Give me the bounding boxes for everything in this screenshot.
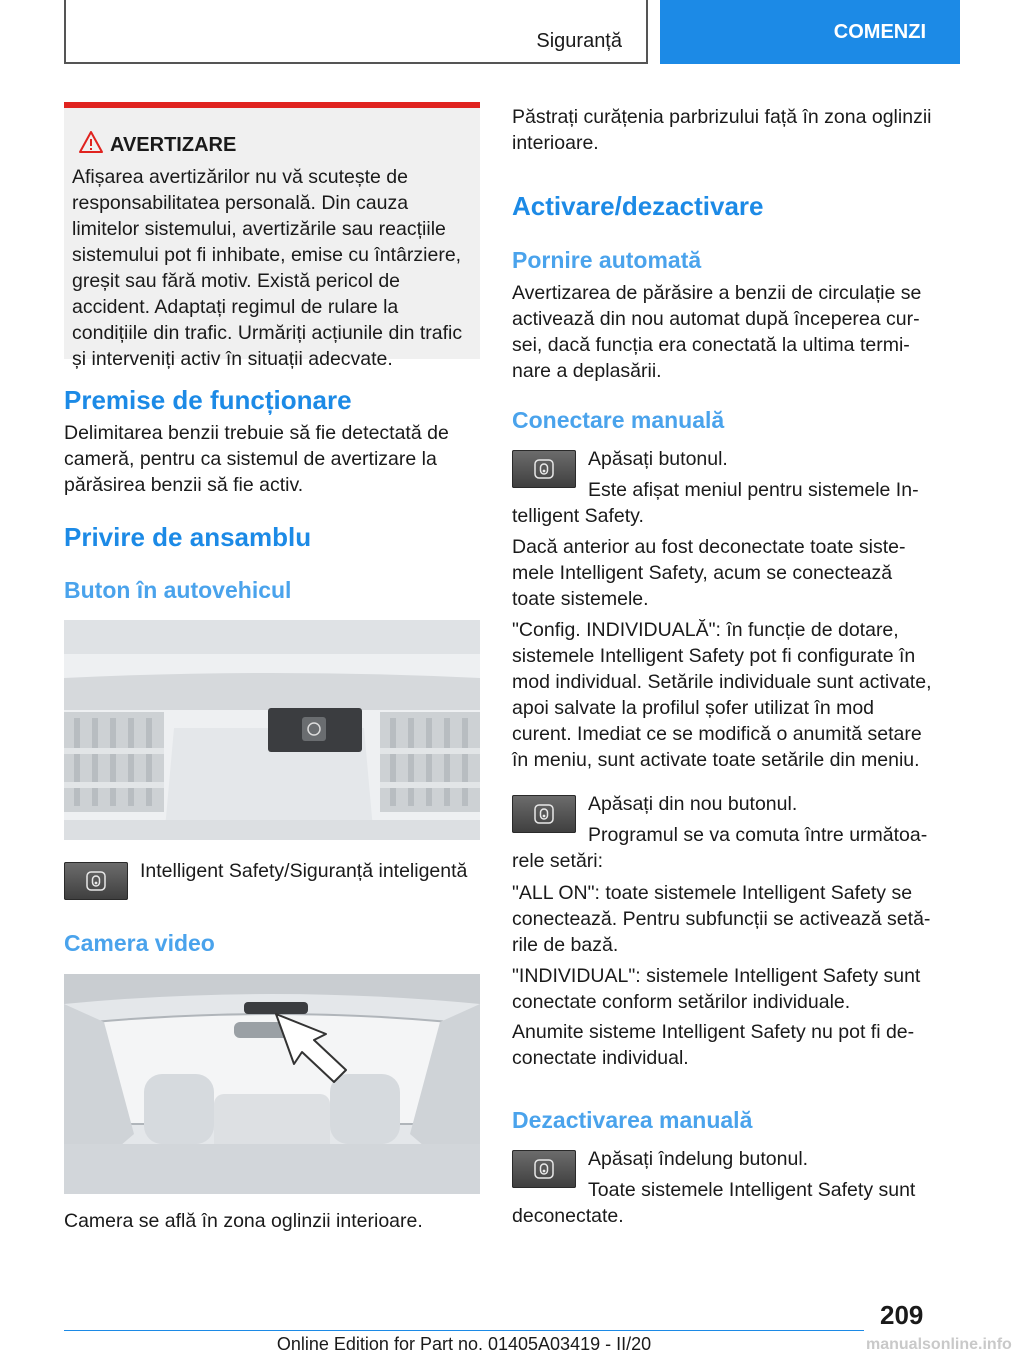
heading-camera: Camera video — [64, 930, 215, 956]
page-number: 209 — [880, 1300, 924, 1330]
header-frame — [64, 0, 648, 64]
watermark-logo: manualsonline.info — [866, 1336, 1012, 1353]
individual-config-paragraph: "Config. INDIVIDUALĂ": în funcție de dotare, sistemele Intelligent Safety pot fi configurate în mod individual. Setările individuale sunt activate, apoi salvate la profilul șofer utilizat în mod curent. Imediat ce se modifică o anumită setare în meniu, sunt activate toate setările din meniu. — [512, 619, 932, 771]
step1-text: Este afișat meniul pentru sistemele Intelligent Safety. — [512, 479, 919, 527]
step1-label: Apăsați butonul. — [588, 448, 728, 470]
heading-manual-on: Conectare manuală — [512, 407, 725, 433]
heading-activation: Activare/dezactivare — [512, 191, 764, 221]
step2-label: Apăsați din nou butonul. — [588, 793, 798, 815]
camera-location-photo — [64, 974, 480, 1194]
dashboard-button-photo — [64, 620, 480, 840]
not-individually-paragraph: Anumite sisteme Intelligent Safety nu pot fi deconectate individual. — [512, 1021, 915, 1069]
step3-label: Apăsați îndelung butonul. — [588, 1148, 809, 1170]
heading-button-in-vehicle: Buton în autovehicul — [64, 577, 292, 603]
heading-auto-start: Pornire automată — [512, 247, 702, 273]
heading-overview: Privire de ansamblu — [64, 522, 312, 552]
footer-divider — [64, 1330, 864, 1331]
step3-text: Toate sistemele Intelligent Safety sunt deconectate. — [512, 1179, 916, 1227]
heading-manual-off: Dezactivarea manuală — [512, 1107, 753, 1133]
chapter-tab[interactable] — [660, 0, 960, 64]
camera-caption: Camera se află în zona oglinzii interioare. — [64, 1210, 423, 1232]
individual-paragraph: "INDIVIDUAL": sistemele Intelligent Safety sunt conectate conform setărilor individuale. — [512, 965, 921, 1013]
section-title: Siguranță — [536, 30, 622, 52]
auto-start-text: Avertizarea de părăsire a benzii de circulație se activează din nou automat după începerea cursei, dacă funcția era conectată la ultima terminare a deplasării. — [512, 282, 922, 382]
all-on-paragraph: "ALL ON": toate sistemele Intelligent Safety se conectează. Pentru subfuncții se activează setările de bază. — [512, 882, 931, 956]
warning-box — [64, 102, 480, 370]
windshield-note: Păstrați curățenia parbrizului față în zona oglinzii interioare. — [512, 106, 932, 154]
heading-premise: Premise de funcționare — [64, 385, 352, 415]
warning-triangle-icon — [78, 130, 104, 154]
intelligent-safety-button[interactable] — [64, 862, 128, 900]
intelligent-safety-icon — [85, 870, 107, 892]
warning-text: Afișarea avertizărilor nu vă scutește de responsabilitatea personală. Din cauza limitelor sistemului, avertizările sau reacțiile sistemului pot fi inhibate, emise cu întârziere, greșit sau fără motiv. Există pericol de accident. Adaptați regimul de rulare la condițiile din trafic. Urmăriți acțiunile din trafic și interveniți activ în situații adecvate. — [72, 166, 463, 370]
all-systems-paragraph: Dacă anterior au fost deconectate toate sistemele Intelligent Safety, acum se conectează toate sistemele. — [512, 536, 906, 610]
premise-text: Delimitarea benzii trebuie să fie detectată de cameră, pentru ca sistemul de avertizare la părăsirea benzii să fie activ. — [64, 422, 449, 496]
warning-title: AVERTIZARE — [110, 134, 237, 156]
step2-text: Programul se va comuta între următoarele setări: — [512, 824, 928, 872]
chapter-tab-label: COMENZI — [833, 20, 926, 43]
edition-line: Online Edition for Part no. 01405A03419 - II/20 — [276, 1334, 652, 1354]
button-caption: Intelligent Safety/Siguranță inteligentă — [140, 860, 468, 882]
